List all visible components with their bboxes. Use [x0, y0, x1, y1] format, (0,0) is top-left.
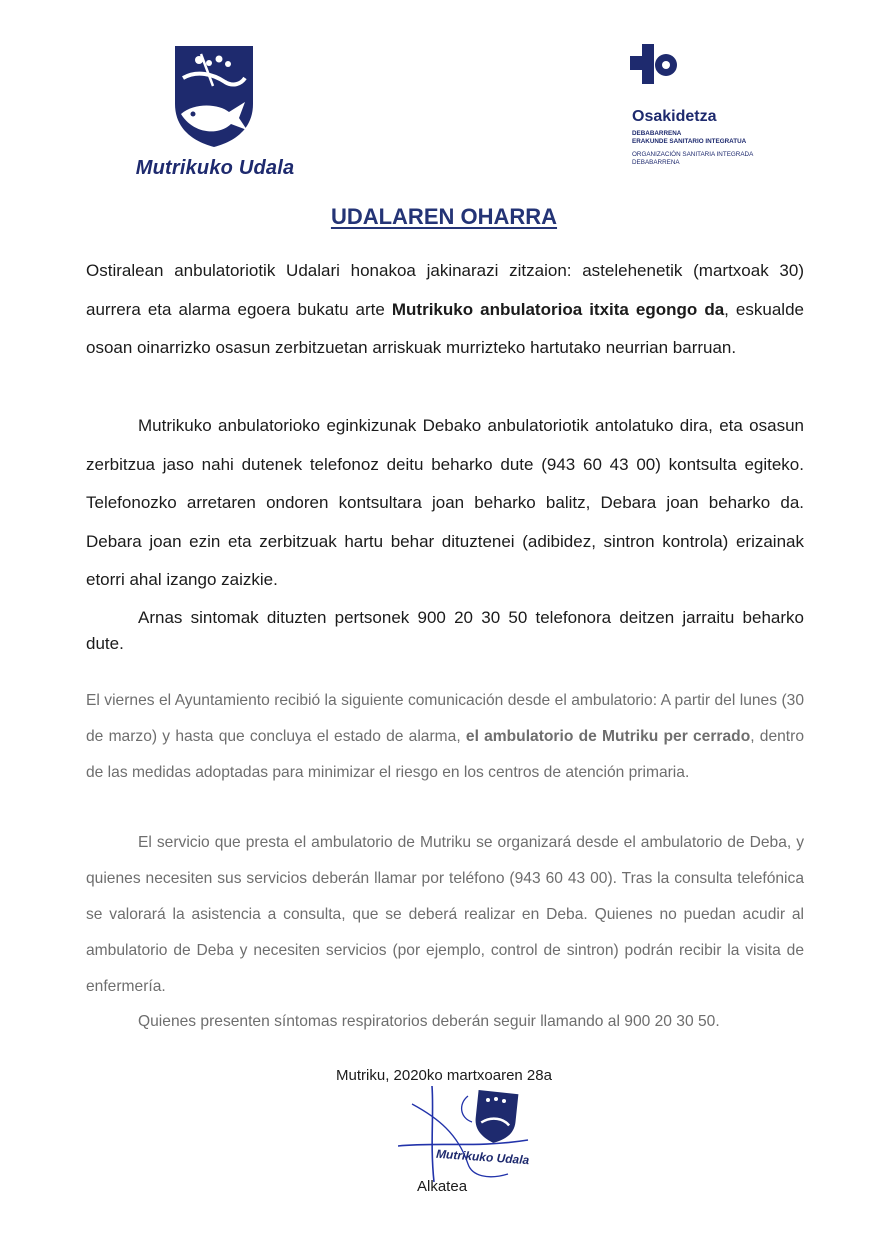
town-name-text: Mutrikuko Udala — [135, 157, 295, 179]
basque-paragraph-1: Ostiralean anbulatoriotik Udalari honakoa jakinarazi zitzaion: astelehenetik (martxoak 30) aurrera eta alarma egoera bukatu arte Mutrikuko anbulatorioa itxita egongo da, eskualde osoan oinarrizko osasun zerbitzuetan arriskuak murrizteko hartutako neurrian barruan. — [86, 261, 804, 357]
osakidetza-subtitle-eu: DEBABARRENA ERAKUNDE SANITARIO INTEGRATUA — [632, 130, 747, 145]
osakidetza-name: Osakidetza — [632, 108, 717, 125]
spanish-paragraph-2: El servicio que presta el ambulatorio de Mutriku se organizará desde el ambulatorio de Deba, y quienes necesiten sus servicios deberán llamar por teléfono (943 60 43 00). Tras la consulta telefónica se valorará la asistencia a consulta, que se deberá realizar en Deba. Quienes no puedan acudir al ambulatorio de Deba y necesiten servicios (por ejemplo, control de sintron) podrán recibir la visita de enfermería. — [86, 834, 804, 995]
osakidetza-subtitle-es: ORGANIZACIÓN SANITARIA INTEGRADA DEBABARRENA — [632, 151, 754, 166]
basque-paragraph-2: Mutrikuko anbulatorioko eginkizunak Debako anbulatoriotik antolatuko dira, eta osasun zerbitzua jaso nahi dutenek telefonoz deitu beharko dute (943 60 43 00) kontsulta egiteko. Telefonozko arretaren ondoren kontsultara joan beharko balitz, Debara joan beharko da. Debara joan ezin eta zerbitzuak hartu behar dituztenei (adibidez, sintron kontrola) erizainak etorri ahal izango zaizkie. — [86, 416, 804, 589]
signature-stamp-icon — [398, 1084, 548, 1184]
signatory-role: Alkatea — [417, 1178, 468, 1195]
spanish-closure-notice: el ambulatorio de Mutriku per cerrado — [465, 728, 751, 745]
basque-paragraph-3: Arnas sintomak dituzten pertsonek 900 20 30 50 telefonora deitzen jarraitu beharko dute. — [86, 608, 804, 653]
place-date: Mutriku, 2020ko martxoaren 28a — [336, 1067, 552, 1084]
spanish-paragraph-1: El viernes el Ayuntamiento recibió la siguiente comunicación desde el ambulatorio: A partir del lunes (30 de marzo) y hasta que concluya el estado de alarma, el ambulatorio de Mutriku per cerrado, dentro de las medidas adoptadas para minimizar el riesgo en los centros de atención primaria. — [86, 692, 804, 781]
osakidetza-cross-icon — [630, 44, 680, 96]
document-title: UDALAREN OHARRA — [330, 204, 558, 229]
basque-closure-notice: Mutrikuko anbulatorioa itxita egongo da — [391, 299, 725, 319]
spanish-paragraph-3: Quienes presenten síntomas respiratorios deberán seguir llamando al 900 20 30 50. — [138, 1013, 720, 1030]
osakidetza-logo — [630, 44, 800, 174]
stamp-text: Mutrikuko Udala — [435, 1146, 530, 1168]
town-crest-icon — [173, 44, 255, 148]
mutrikuko-udala-logo — [120, 44, 310, 184]
